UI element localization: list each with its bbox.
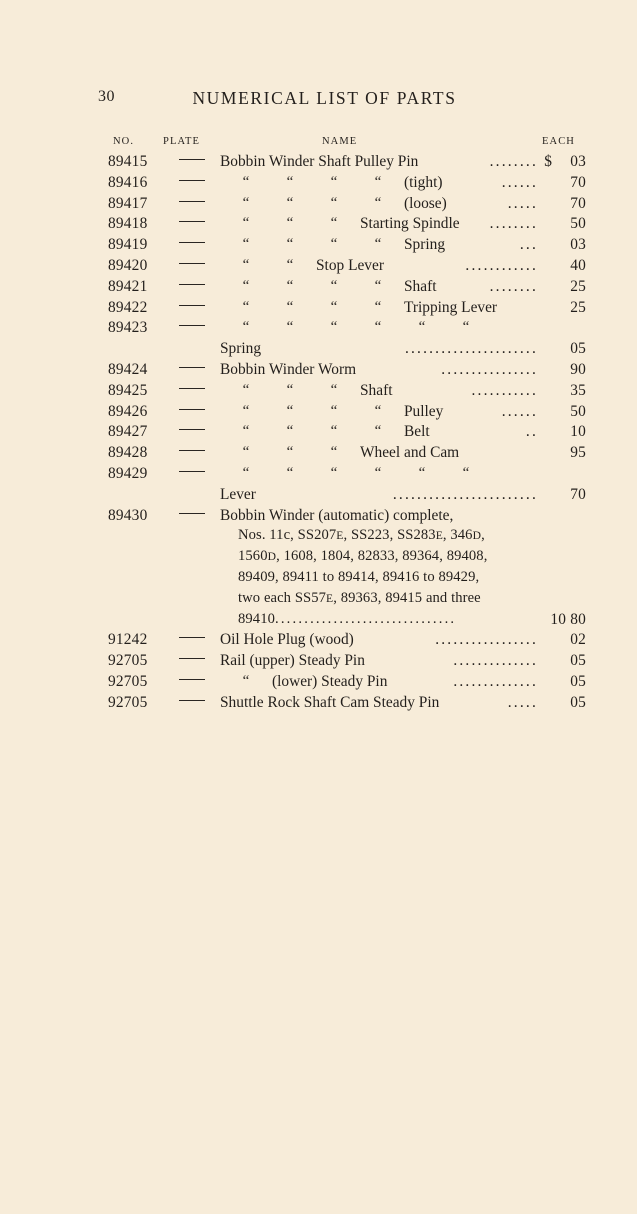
table-row [0, 299, 637, 320]
price-each: 50 [570, 402, 586, 420]
plate-dash-icon [179, 325, 205, 326]
part-name: Lever [220, 485, 256, 503]
part-name: (loose) [404, 194, 447, 212]
ditto-mark: “ [462, 464, 470, 481]
table-row [0, 548, 637, 569]
table-row [0, 569, 637, 590]
ditto-mark: “ [242, 173, 250, 190]
assembly-line: Nos. 11c, SS207E, SS223, SS283E, 346D, [238, 527, 485, 544]
ditto-mark: “ [242, 381, 250, 398]
part-number: 92705 [108, 693, 148, 711]
ditto-mark: “ [286, 444, 294, 461]
leader-dots: ........ [489, 277, 538, 295]
column-header-plate: PLATE [163, 136, 200, 147]
part-name: Pulley [404, 402, 444, 420]
plate-ref [176, 319, 208, 337]
page-title: NUMERICAL LIST OF PARTS [192, 88, 457, 108]
price-each: 95 [570, 444, 586, 462]
part-number: 92705 [108, 652, 148, 670]
ditto-mark: “ [286, 381, 294, 398]
ditto-mark: “ [286, 277, 294, 294]
plate-ref [176, 465, 208, 483]
ditto-mark: “ [330, 298, 338, 315]
assembly-line: two each SS57E, 89363, 89415 and three [238, 589, 481, 606]
part-number: 89429 [108, 464, 148, 482]
plate-ref [176, 673, 208, 691]
plate-dash-icon [179, 201, 205, 202]
ditto-mark: “ [242, 423, 250, 440]
price-each: 35 [570, 381, 586, 399]
price-each: 05 [570, 340, 586, 358]
parts-table [0, 153, 637, 715]
ditto-mark: “ [286, 319, 294, 336]
table-row [0, 465, 637, 486]
table-row [0, 694, 637, 715]
table-row [0, 382, 637, 403]
leader-dots: ..... [507, 693, 538, 711]
plate-dash-icon [179, 450, 205, 451]
ditto-mark: “ [242, 402, 250, 419]
price-each: 02 [570, 631, 586, 649]
ditto-mark: “ [242, 256, 250, 273]
plate-ref [176, 236, 208, 254]
ditto-mark: “ [374, 277, 382, 294]
part-number: 89430 [108, 506, 148, 524]
plate-ref [176, 257, 208, 275]
price-each: 25 [570, 298, 586, 316]
ditto-mark: “ [330, 444, 338, 461]
plate-ref [176, 507, 208, 525]
ditto-mark: “ [330, 277, 338, 294]
ditto-mark: “ [242, 215, 250, 232]
part-name: Shaft [360, 381, 393, 399]
part-name-cell [220, 507, 538, 525]
ditto-mark: “ [242, 298, 250, 315]
table-row [0, 361, 637, 382]
ditto-mark: “ [374, 319, 382, 336]
ditto-mark: “ [286, 236, 294, 253]
part-name: Spring [220, 340, 262, 358]
leader-dots: ...... [501, 402, 538, 420]
plate-dash-icon [179, 284, 205, 285]
table-row [0, 278, 637, 299]
table-row [0, 215, 637, 236]
table-row [0, 319, 637, 340]
price-each: 70 [570, 485, 586, 503]
plate-dash-icon [179, 637, 205, 638]
leader-dots: .............. [453, 652, 538, 670]
part-name: Bobbin Winder (automatic) complete, [220, 506, 454, 524]
ditto-mark: “ [462, 319, 470, 336]
plate-dash-icon [179, 700, 205, 701]
leader-dots: ..... [507, 194, 538, 212]
part-number: 89415 [108, 153, 148, 170]
ditto-mark: “ [242, 277, 250, 294]
plate-ref [176, 631, 208, 649]
price-each: 70 [570, 194, 586, 212]
part-name: (lower) Steady Pin [272, 672, 388, 690]
ditto-mark: “ [242, 672, 250, 689]
currency-symbol: $ [544, 153, 552, 170]
plate-dash-icon [179, 242, 205, 243]
ditto-mark: “ [330, 464, 338, 481]
plate-ref [176, 403, 208, 421]
part-number: 89423 [108, 319, 148, 337]
leader-dots: ... [519, 236, 538, 254]
table-row [0, 153, 637, 174]
ditto-mark: “ [242, 236, 250, 253]
part-number: 89427 [108, 423, 148, 441]
plate-ref [176, 153, 208, 171]
part-name: Bobbin Winder Worm [220, 360, 357, 378]
table-row [0, 257, 637, 278]
ditto-mark: “ [242, 194, 250, 211]
plate-dash-icon [179, 388, 205, 389]
leader-dots: ...... [501, 173, 538, 191]
part-number: 89428 [108, 444, 148, 462]
plate-dash-icon [179, 305, 205, 306]
column-header-name: NAME [322, 136, 358, 147]
assembly-line: 1560D, 1608, 1804, 82833, 89364, 89408, [238, 548, 488, 565]
part-name: Bobbin Winder Shaft Pulley Pin [220, 153, 419, 170]
ditto-mark: “ [330, 173, 338, 190]
ditto-mark: “ [330, 215, 338, 232]
column-headers [0, 136, 637, 152]
part-number: 89424 [108, 360, 148, 378]
ditto-mark: “ [374, 236, 382, 253]
ditto-mark: “ [374, 298, 382, 315]
ditto-mark: “ [418, 319, 426, 336]
ditto-mark: “ [330, 402, 338, 419]
ditto-mark: “ [286, 464, 294, 481]
part-name: Belt [404, 423, 430, 441]
ditto-mark: “ [374, 423, 382, 440]
plate-dash-icon [179, 471, 205, 472]
table-row [0, 403, 637, 424]
page-number: 30 [98, 88, 115, 105]
leader-dots: .. [525, 423, 538, 441]
plate-dash-icon [179, 221, 205, 222]
ditto-mark: “ [286, 298, 294, 315]
leader-dots: ............ [465, 256, 538, 274]
ditto-mark: “ [286, 194, 294, 211]
leader-dots: ........ [489, 215, 538, 233]
table-row [0, 174, 637, 195]
plate-ref [176, 361, 208, 379]
ditto-mark: “ [242, 464, 250, 481]
table-row [0, 507, 637, 528]
price-each: 05 [570, 652, 586, 670]
part-number: 89418 [108, 215, 148, 233]
column-header-no: NO. [113, 136, 135, 147]
table-row [0, 444, 637, 465]
price-each: 40 [570, 256, 586, 274]
part-name: Stop Lever [316, 256, 384, 274]
plate-dash-icon [179, 367, 205, 368]
table-row [0, 652, 637, 673]
page-header [0, 88, 637, 112]
price-each: 50 [570, 215, 586, 233]
part-number: 89422 [108, 298, 148, 316]
price-each: 05 [570, 672, 586, 690]
part-name: Wheel and Cam [360, 444, 460, 462]
leader-dots: ...................... [404, 340, 538, 358]
ditto-mark: “ [242, 319, 250, 336]
part-number: 92705 [108, 672, 148, 690]
price-each: 10 80 [550, 610, 586, 628]
part-number: 89419 [108, 236, 148, 254]
table-row [0, 527, 637, 548]
ditto-mark: “ [330, 423, 338, 440]
table-row [0, 590, 637, 611]
table-row [0, 673, 637, 694]
ditto-mark: “ [330, 381, 338, 398]
plate-ref [176, 382, 208, 400]
leader-dots: ................. [435, 631, 538, 649]
part-number: 89417 [108, 194, 148, 212]
part-name: Tripping Lever [404, 298, 498, 316]
table-row [0, 236, 637, 257]
ditto-mark: “ [330, 194, 338, 211]
part-number: 89420 [108, 256, 148, 274]
plate-dash-icon [179, 658, 205, 659]
ditto-mark: “ [286, 215, 294, 232]
part-name: (tight) [404, 173, 443, 191]
part-number: 89421 [108, 277, 148, 295]
table-row [0, 340, 637, 361]
leader-dots: ........................ [392, 485, 538, 503]
ditto-mark: “ [286, 173, 294, 190]
plate-dash-icon [179, 513, 205, 514]
part-name: Shaft [404, 277, 437, 295]
leader-dots: ........ [489, 153, 538, 170]
part-number: 91242 [108, 631, 148, 649]
ditto-mark: “ [374, 194, 382, 211]
part-name: Rail (upper) Steady Pin [220, 652, 365, 670]
price-each: 90 [570, 360, 586, 378]
leader-dots: ................ [441, 360, 538, 378]
plate-dash-icon [179, 679, 205, 680]
price-each: 05 [570, 693, 586, 711]
ditto-mark: “ [286, 256, 294, 273]
part-name: Starting Spindle [360, 215, 460, 233]
price-each: 70 [570, 173, 586, 191]
plate-ref [176, 444, 208, 462]
plate-ref [176, 652, 208, 670]
plate-ref [176, 299, 208, 317]
assembly-line: 89410............................... [238, 610, 457, 627]
ditto-mark: “ [418, 464, 426, 481]
plate-ref [176, 215, 208, 233]
part-number: 89426 [108, 402, 148, 420]
table-row [0, 486, 637, 507]
table-row [0, 195, 637, 216]
column-header-each: EACH [542, 136, 575, 147]
price-each: 10 [570, 423, 586, 441]
price-each: 25 [570, 277, 586, 295]
ditto-mark: “ [330, 319, 338, 336]
plate-ref [176, 195, 208, 213]
table-row [0, 423, 637, 444]
plate-ref [176, 423, 208, 441]
leader-dots: ............................... [274, 610, 457, 627]
plate-ref [176, 694, 208, 712]
plate-ref [176, 174, 208, 192]
ditto-mark: “ [330, 236, 338, 253]
table-row [0, 611, 637, 632]
leader-dots: ........... [471, 381, 538, 399]
part-name: Shuttle Rock Shaft Cam Steady Pin [220, 693, 440, 711]
ditto-mark: “ [242, 444, 250, 461]
plate-dash-icon [179, 263, 205, 264]
leader-dots: .............. [453, 672, 538, 690]
part-number: 89425 [108, 381, 148, 399]
table-row [0, 631, 637, 652]
price-each: 03 [570, 236, 586, 254]
ditto-mark: “ [374, 173, 382, 190]
ditto-mark: “ [374, 402, 382, 419]
assembly-line: 89409, 89411 to 89414, 89416 to 89429, [238, 568, 480, 585]
price-each: 03 [570, 153, 586, 170]
part-name: Spring [404, 236, 446, 254]
plate-dash-icon [179, 159, 205, 160]
plate-dash-icon [179, 409, 205, 410]
ditto-mark: “ [286, 402, 294, 419]
ditto-mark: “ [374, 464, 382, 481]
plate-ref [176, 278, 208, 296]
ditto-mark: “ [286, 423, 294, 440]
part-number: 89416 [108, 173, 148, 191]
plate-dash-icon [179, 180, 205, 181]
part-name: Oil Hole Plug (wood) [220, 631, 354, 649]
plate-dash-icon [179, 429, 205, 430]
